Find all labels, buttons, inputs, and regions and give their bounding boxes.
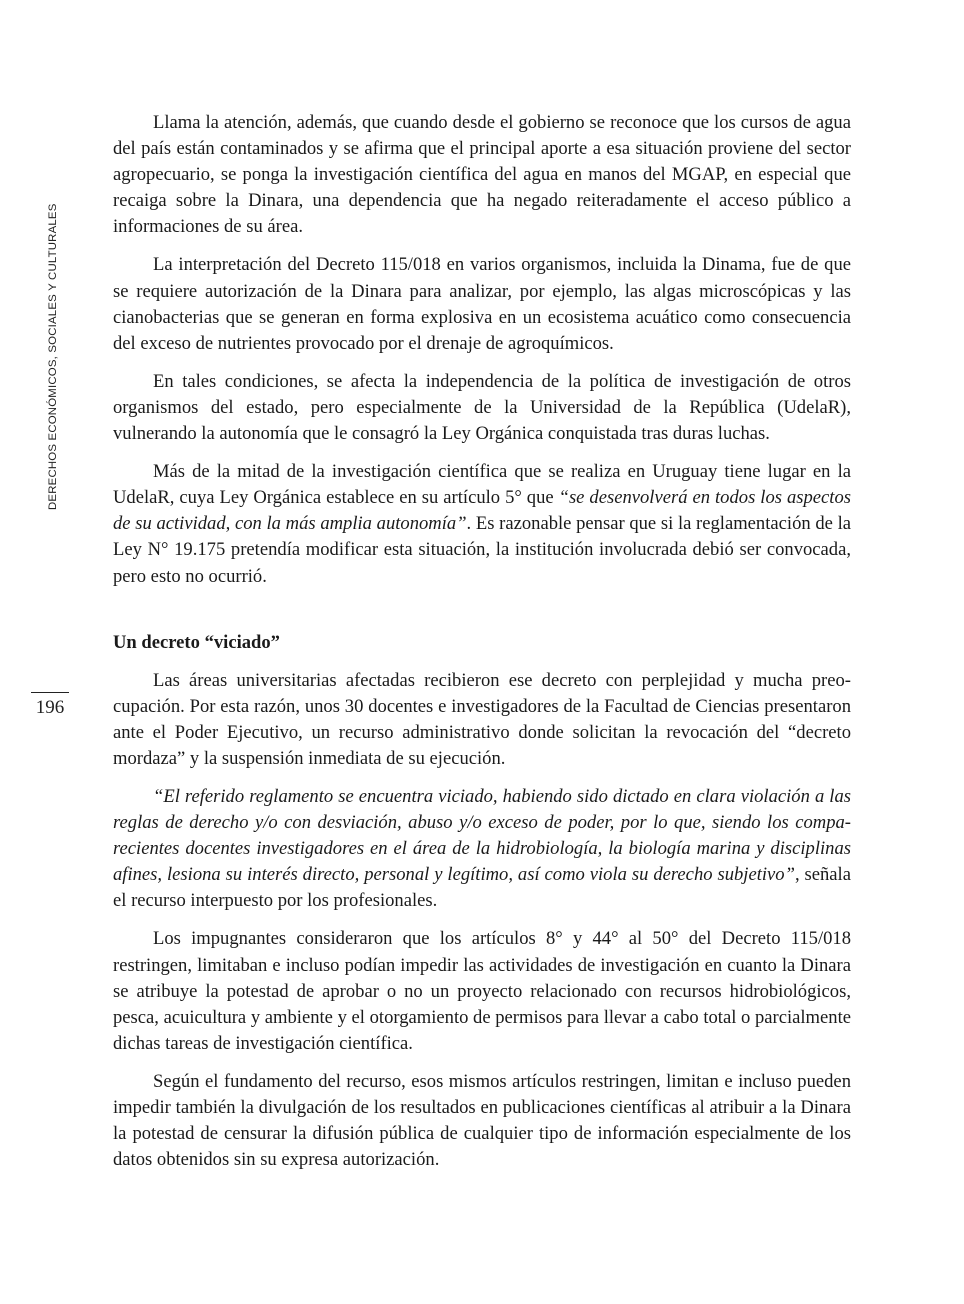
paragraph: Llama la atención, además, que cuando desde el gobierno se reconoce que los cursos de agua del país están contaminados y se afirma que el principal aporte a esa situación proviene del sector agropecuario, se ponga la investigación científica del agua en manos del MGAP, en especial que recaiga sobre la Dinara, una dependencia que ha negado reiteradamente el acceso público a informaciones de su área. [113,112,851,238]
running-section-title: DERECHOS ECONÓMICOS, SOCIALES Y CULTURALES [47,203,59,510]
body-text [113,110,851,1185]
paragraph-with-quote [113,459,851,589]
section-heading: Un decreto “viciado” [113,631,280,653]
page-number: 196 [31,692,69,719]
paragraph: La interpretación del Decreto 115/018 en varios organismos, incluida la Dinama, fue de que se requiere autorización de la Dinara para analizar, por ejemplo, las algas microscópicas y las cianobacterias que se generan en forma explosiva en un ecosistema acuático como consecuencia del exceso de nutrientes provocado por el drenaje de agroquímicos. [113,254,851,354]
inline-quote: “se desenvolverá en todos los aspectos de su actividad, con la más amplia autonomía” [113,487,851,535]
paragraph-text: Más de la mitad de la investigación científica que se realiza en Uruguay tiene lugar en la UdelaR, cuya Ley Orgánica establece en su artículo 5° que [113,461,851,509]
paragraph: En tales condiciones, se afecta la independencia de la política de investigación de otros organismos del estado, pero especialmente de la Universidad de la República (UdelaR), vulnerando la autonomía que le consagró la Ley Orgánica conquistada tras duras luchas. [113,370,851,445]
paragraph-text: . Es razonable pensar que si la reglamentación de la Ley N° 19.175 pretendía modificar esta situación, la institución involucrada debió ser convocada, pero esto no ocurrió. [113,513,852,587]
paragraph: Las áreas universitarias afectadas recibieron ese decreto con perplejidad y mucha preocupación. Por esta razón, unos 30 docentes e investigadores de la Facultad de Ciencias presentaron ante el Poder Ejecutivo, un recurso administrativo donde solicitan la revocación del “decreto mordaza” y la suspensión inmediata de su ejecución. [113,669,851,769]
paragraph: Según el fundamento del recurso, esos mismos artículos restringen, limitan e incluso pueden impedir también la divulgación de los resultados en publicaciones científicas al atribuir a la Dinara la potestad de censurar la difusión pública de cualquier tipo de información especialmente de los datos obtenidos sin su expresa autorización. [113,1070,851,1171]
paragraph-text: , señala el recurso interpuesto por los profesionales. [113,864,851,912]
paragraph: Los impugnantes consideraron que los artículos 8° y 44° al 50° del Decreto 115/018 restringen, limitaban e incluso podían impedir las actividades de investigación en cuanto la Dinara se atribuye la potestad de aprobar o no un proyecto relacionado con recursos hidrobiológicos, pesca, acuicultura y ambiente y el otorgamiento de permisos para llevar a cabo total o parcialmente dichas tareas de investigación científica. [113,928,851,1054]
block-quote: “El referido reglamento se encuentra viciado, habiendo sido dictado en clara violación a las reglas de derecho y/o con desviación, abuso y/o exceso de poder, por lo que, siendo los comparecientes docentes investigadores en el área de la hidrobiología, la biología marina y disciplinas afines, lesiona su interés directo, personal y legítimo, así como viola su derecho subjetivo” [113,785,851,886]
quoted-paragraph [113,784,851,914]
